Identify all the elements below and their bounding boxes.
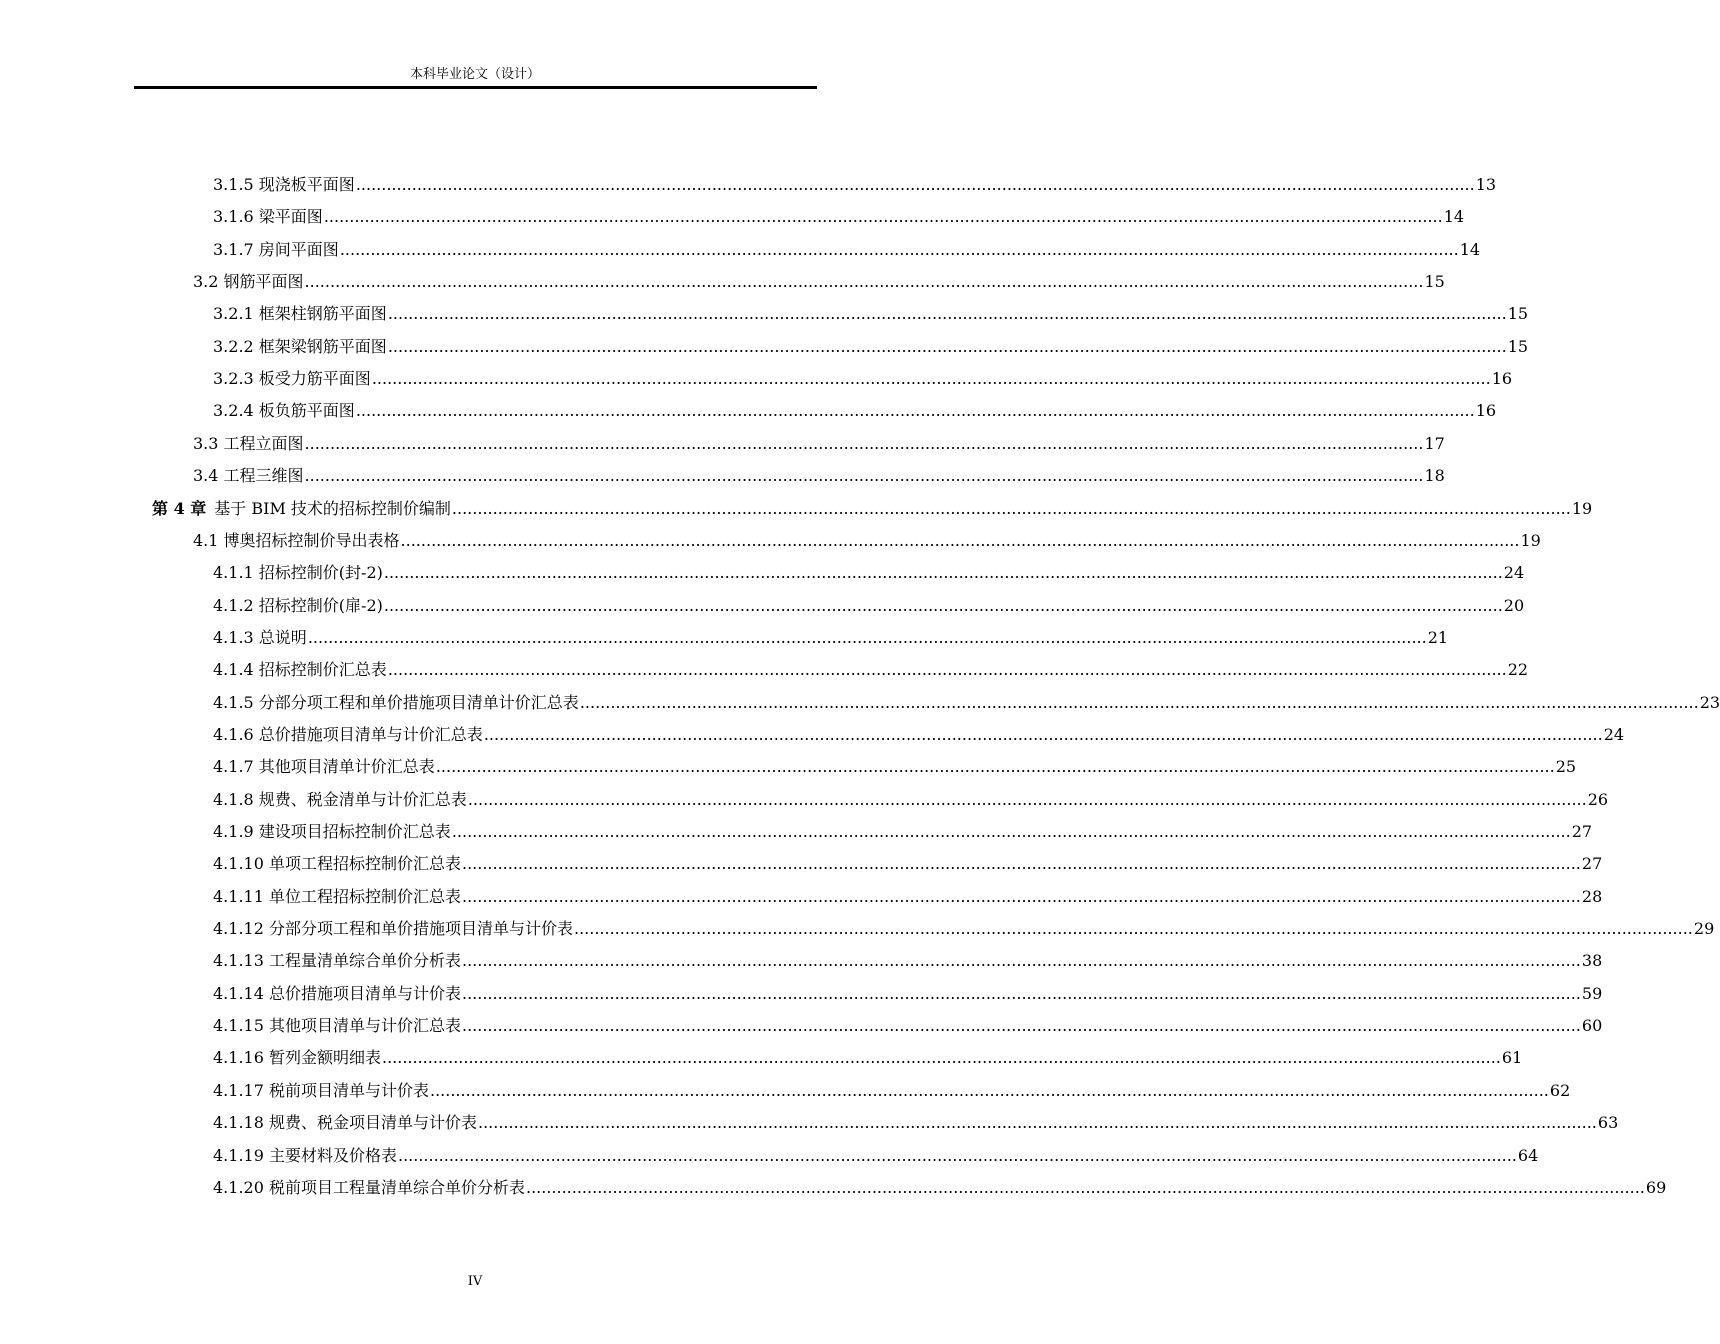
toc-entry-title: [193, 526, 400, 556]
toc-dot-leader: ............................................................................................................................................................................................................................: [387, 304, 1507, 324]
toc-page-number: 14: [1459, 239, 1481, 259]
toc-entry[interactable]: [213, 1108, 1619, 1138]
toc-entry-title: [213, 591, 383, 621]
toc-dot-leader: ............................................................................................................................................................................................................................: [304, 433, 1424, 453]
toc-entry[interactable]: [213, 202, 1465, 232]
toc-entry[interactable]: [213, 979, 1603, 1009]
toc-dot-leader: ............................................................................................................................................................................................................................: [387, 660, 1507, 680]
toc-entry[interactable]: [213, 558, 1525, 588]
toc-dot-leader: ............................................................................................................................................................................................................................: [397, 1145, 1517, 1165]
toc-page-number: 28: [1581, 886, 1603, 906]
toc-entry-title: [213, 558, 383, 588]
toc-entry[interactable]: [213, 396, 1497, 426]
toc-dot-leader: ............................................................................................................................................................................................................................: [383, 595, 1503, 615]
toc-page-number: 29: [1693, 919, 1715, 939]
toc-entry-label: 3.2 钢筋平面图: [193, 272, 304, 292]
toc-entry[interactable]: [213, 170, 1497, 200]
toc-entry-label: 4.1.20 税前项目工程量清单综合单价分析表: [213, 1177, 525, 1197]
toc-page-number: 24: [1503, 563, 1525, 583]
toc-dot-leader: ............................................................................................................................................................................................................................: [400, 530, 1520, 550]
toc-entry-label: 4.1.10 单项工程招标控制价汇总表: [213, 854, 461, 874]
toc-page-number: 60: [1581, 1016, 1603, 1036]
header-rule: [134, 86, 817, 89]
toc-entry-title: [213, 882, 461, 912]
toc-page-number: 27: [1571, 822, 1593, 841]
toc-dot-leader: ............................................................................................................................................................................................................................: [451, 822, 1571, 841]
toc-entry-label: 4.1.5 分部分项工程和单价措施项目清单计价汇总表: [213, 692, 579, 712]
toc-entry-title: [213, 720, 483, 750]
toc-entry-label: 3.4 工程三维图: [193, 466, 304, 486]
toc-page-number: 59: [1581, 983, 1603, 1003]
toc-entry-title: [213, 299, 387, 329]
toc-page-number: 15: [1507, 336, 1529, 356]
toc-entry[interactable]: [213, 235, 1481, 265]
toc-entry[interactable]: [213, 1141, 1539, 1171]
toc-dot-leader: ............................................................................................................................................................................................................................: [579, 692, 1699, 712]
toc-entry-title: [213, 396, 355, 426]
toc-page-number: 69: [1645, 1177, 1667, 1197]
toc-page-number: 13: [1475, 175, 1497, 194]
toc-page-number: 62: [1549, 1080, 1571, 1100]
toc-dot-leader: ............................................................................................................................................................................................................................: [461, 983, 1581, 1003]
toc-entry-title: [213, 202, 323, 232]
toc-entry-label: 4.1.11 单位工程招标控制价汇总表: [213, 886, 461, 906]
toc-dot-leader: ............................................................................................................................................................................................................................: [573, 919, 1693, 939]
toc-entry-title: [213, 785, 467, 815]
toc-dot-leader: ............................................................................................................................................................................................................................: [323, 207, 1443, 227]
toc-dot-leader: ............................................................................................................................................................................................................................: [355, 401, 1475, 421]
toc-page-number: 17: [1424, 433, 1445, 453]
toc-entry-title: [213, 1011, 461, 1041]
toc-entry-label: 3.3 工程立面图: [193, 433, 304, 453]
toc-dot-leader: ............................................................................................................................................................................................................................: [355, 175, 1475, 194]
toc-entry[interactable]: [213, 720, 1625, 750]
toc-page-number: 19: [1571, 498, 1593, 518]
toc-entry[interactable]: [213, 752, 1577, 782]
toc-entry[interactable]: [213, 623, 1449, 653]
toc-entry-label: 4.1.7 其他项目清单计价汇总表: [213, 757, 435, 777]
toc-entry-title: [213, 1173, 525, 1203]
toc-page-number: 20: [1503, 595, 1525, 615]
toc-page-number: 21: [1427, 627, 1449, 647]
toc-entry[interactable]: [213, 882, 1603, 912]
toc-dot-leader: ............................................................................................................................................................................................................................: [461, 1016, 1581, 1036]
toc-dot-leader: ............................................................................................................................................................................................................................: [525, 1177, 1645, 1197]
toc-entry[interactable]: [213, 332, 1529, 362]
page-header: 本科毕业论文（设计）: [409, 67, 540, 82]
toc-entry-label: 4.1.12 分部分项工程和单价措施项目清单与计价表: [213, 919, 573, 939]
toc-entry-title: [213, 235, 339, 265]
toc-entry[interactable]: [213, 299, 1529, 329]
toc-dot-leader: ............................................................................................................................................................................................................................: [461, 886, 1581, 906]
toc-page-number: 23: [1699, 692, 1720, 712]
toc-entry-title: [213, 655, 387, 685]
toc-entry[interactable]: [213, 946, 1603, 976]
toc-entry-label: 3.2.4 板负筋平面图: [213, 401, 355, 421]
toc-entry-label: 3.1.7 房间平面图: [213, 239, 339, 259]
toc-entry-label: 4.1.17 税前项目清单与计价表: [213, 1080, 429, 1100]
toc-page-number: 15: [1424, 272, 1445, 292]
toc-entry[interactable]: [213, 849, 1603, 879]
toc-entry-label: 3.2.2 框架梁钢筋平面图: [213, 336, 387, 356]
toc-entry-label: 4.1.6 总价措施项目清单与计价汇总表: [213, 724, 483, 744]
toc-entry[interactable]: [213, 591, 1525, 621]
toc-entry[interactable]: [213, 364, 1513, 394]
toc-entry-title: [213, 364, 371, 394]
toc-entry-title: [213, 332, 387, 362]
toc-page-number: 15: [1507, 304, 1529, 324]
toc-entry-label: 4.1.19 主要材料及价格表: [213, 1145, 397, 1165]
toc-entry-label: 3.2.1 框架柱钢筋平面图: [213, 304, 387, 324]
toc-entry-title: [213, 1141, 397, 1171]
toc-entry-title: [152, 494, 451, 524]
toc-dot-leader: ............................................................................................................................................................................................................................: [304, 466, 1424, 486]
toc-entry-title: [213, 1043, 381, 1073]
toc-dot-leader: ............................................................................................................................................................................................................................: [467, 789, 1587, 809]
toc-entry[interactable]: [193, 267, 1445, 297]
toc-entry[interactable]: [152, 494, 1593, 524]
toc-entry[interactable]: [193, 526, 1541, 556]
toc-page-number: 14: [1443, 207, 1465, 227]
toc-entry[interactable]: [213, 688, 1720, 718]
toc-entry[interactable]: [213, 655, 1529, 685]
toc-dot-leader: ............................................................................................................................................................................................................................: [461, 951, 1581, 971]
toc-dot-leader: ............................................................................................................................................................................................................................: [435, 757, 1555, 777]
toc-page-number: 25: [1555, 757, 1577, 777]
toc-chapter-label: 第 4 章: [152, 498, 207, 518]
toc-entry-title: [213, 1108, 477, 1138]
toc-entry-label: 4.1.16 暂列金额明细表: [213, 1048, 381, 1068]
toc-dot-leader: ............................................................................................................................................................................................................................: [387, 336, 1507, 356]
toc-entry[interactable]: [213, 1011, 1603, 1041]
toc-entry-title: [213, 817, 451, 847]
toc-page-number: 16: [1475, 401, 1497, 421]
toc-entry[interactable]: [193, 429, 1445, 459]
toc-entry-label: 3.1.6 梁平面图: [213, 207, 323, 227]
toc-entry-title: [213, 1076, 429, 1106]
toc-dot-leader: ............................................................................................................................................................................................................................: [307, 627, 1427, 647]
toc-page-number: 24: [1603, 724, 1625, 744]
toc-entry-label: 4.1.3 总说明: [213, 627, 307, 647]
toc-dot-leader: ............................................................................................................................................................................................................................: [339, 239, 1459, 259]
toc-page-number: 63: [1597, 1113, 1619, 1133]
toc-entry-title: [193, 429, 304, 459]
toc-entry-label: 4.1.2 招标控制价(扉-2): [213, 595, 383, 615]
toc-entry[interactable]: [193, 461, 1445, 491]
toc-dot-leader: ............................................................................................................................................................................................................................: [461, 854, 1581, 874]
toc-entry-label: 4.1 博奥招标控制价导出表格: [193, 530, 400, 550]
toc-page-number: 38: [1581, 951, 1603, 971]
toc-page-number: 18: [1424, 466, 1445, 486]
toc-entry-title: [213, 170, 355, 200]
toc-entry-label: 3.1.5 现浇板平面图: [213, 175, 355, 194]
toc-entry-title: [213, 979, 461, 1009]
toc-entry-title: [213, 946, 461, 976]
toc-entry-label: 4.1.15 其他项目清单与计价汇总表: [213, 1016, 461, 1036]
toc-entry-title: [213, 688, 579, 718]
toc-page-number: 19: [1520, 530, 1541, 550]
toc-entry-title: [193, 267, 304, 297]
toc-entry-label: 4.1.18 规费、税金项目清单与计价表: [213, 1113, 477, 1133]
toc-page-number: 61: [1501, 1048, 1523, 1068]
toc-entry-title: [213, 752, 435, 782]
toc-dot-leader: ............................................................................................................................................................................................................................: [381, 1048, 1501, 1068]
toc-page-number: 27: [1581, 854, 1603, 874]
toc-entry-label: 4.1.9 建设项目招标控制价汇总表: [213, 822, 451, 841]
toc-entry[interactable]: [213, 1043, 1523, 1073]
toc-entry-label: 4.1.8 规费、税金清单与计价汇总表: [213, 789, 467, 809]
toc-entry-label: 4.1.14 总价措施项目清单与计价表: [213, 983, 461, 1003]
toc-entry[interactable]: [213, 1173, 1667, 1203]
toc-dot-leader: ............................................................................................................................................................................................................................: [383, 563, 1503, 583]
toc-entry-title: [213, 849, 461, 879]
toc-dot-leader: ............................................................................................................................................................................................................................: [371, 369, 1491, 389]
page-number: IV: [467, 1274, 483, 1289]
toc-entry[interactable]: [213, 785, 1609, 815]
toc-dot-leader: ............................................................................................................................................................................................................................: [304, 272, 1424, 292]
toc-entry[interactable]: [213, 1076, 1571, 1106]
toc-entry-label: 4.1.4 招标控制价汇总表: [213, 660, 387, 680]
toc-dot-leader: ............................................................................................................................................................................................................................: [451, 498, 1571, 518]
toc-page-number: 26: [1587, 789, 1609, 809]
toc-entry-label: 基于 BIM 技术的招标控制价编制: [214, 498, 451, 518]
toc-page-number: 64: [1517, 1145, 1539, 1165]
toc-dot-leader: ............................................................................................................................................................................................................................: [483, 724, 1603, 744]
toc-page-number: 22: [1507, 660, 1529, 680]
toc-dot-leader: ............................................................................................................................................................................................................................: [477, 1113, 1597, 1133]
toc-dot-leader: ............................................................................................................................................................................................................................: [429, 1080, 1549, 1100]
toc-entry-title: [213, 914, 573, 944]
toc-page-number: 16: [1491, 369, 1513, 389]
toc-entry[interactable]: [213, 817, 1593, 847]
toc-entry-title: [193, 461, 304, 491]
toc-entry-label: 3.2.3 板受力筋平面图: [213, 369, 371, 389]
toc-entry-title: [213, 623, 307, 653]
toc-entry[interactable]: [213, 914, 1715, 944]
toc-entry-label: 4.1.13 工程量清单综合单价分析表: [213, 951, 461, 971]
toc-entry-label: 4.1.1 招标控制价(封-2): [213, 563, 383, 583]
